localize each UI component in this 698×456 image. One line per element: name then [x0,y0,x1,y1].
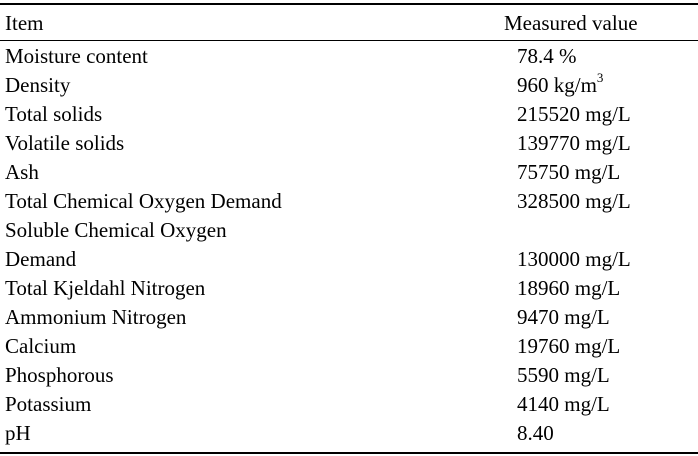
row-item: Ammonium Nitrogen [5,305,187,329]
row-item: Total Kjeldahl Nitrogen [5,276,206,300]
row-item [5,216,227,274]
row-item: Density [5,73,71,97]
row-value: 19760 mg/L [517,334,621,358]
row-value: 78.4 % [517,44,577,68]
row-item-line: Soluble Chemical Oxygen [5,218,227,242]
row-value: 5590 mg/L [517,363,610,387]
row-value: 215520 mg/L [517,102,631,126]
row-value: 9470 mg/L [517,305,610,329]
row-item: Phosphorous [5,363,114,387]
row-item: Total Chemical Oxygen Demand [5,189,282,213]
header-measured-value: Measured value [504,11,638,35]
header-item: Item [5,11,44,35]
row-value: 75750 mg/L [517,160,621,184]
table-bottom-rule [0,452,698,454]
row-value: 328500 mg/L [517,189,631,213]
table-row [0,361,698,390]
table-row [0,419,698,448]
row-item: Potassium [5,392,92,416]
row-item: Moisture content [5,44,148,68]
table-header-row [0,8,698,38]
table-body [0,42,698,448]
row-value [517,71,603,100]
row-item-line: Demand [5,247,77,271]
table-row [0,42,698,71]
row-item: Ash [5,160,39,184]
row-item: Volatile solids [5,131,125,155]
table-top-rule [0,3,698,5]
table-row [0,100,698,129]
table-row [0,187,698,216]
table-row [0,71,698,100]
row-item: pH [5,421,31,445]
row-item: Calcium [5,334,77,358]
row-value-superscript: 3 [596,70,604,85]
row-value: 8.40 [517,421,554,445]
table-row [0,158,698,187]
table-row [0,390,698,419]
table-row [0,303,698,332]
row-value: 130000 mg/L [517,247,631,271]
row-value: 139770 mg/L [517,131,631,155]
table-header-rule [0,40,698,41]
row-value-text: 960 kg/m [517,73,597,97]
table-row [0,274,698,303]
row-value: 18960 mg/L [517,276,621,300]
row-item: Total solids [5,102,103,126]
row-value: 4140 mg/L [517,392,610,416]
table-row [0,332,698,361]
table-row [0,129,698,158]
table-row [0,216,698,274]
